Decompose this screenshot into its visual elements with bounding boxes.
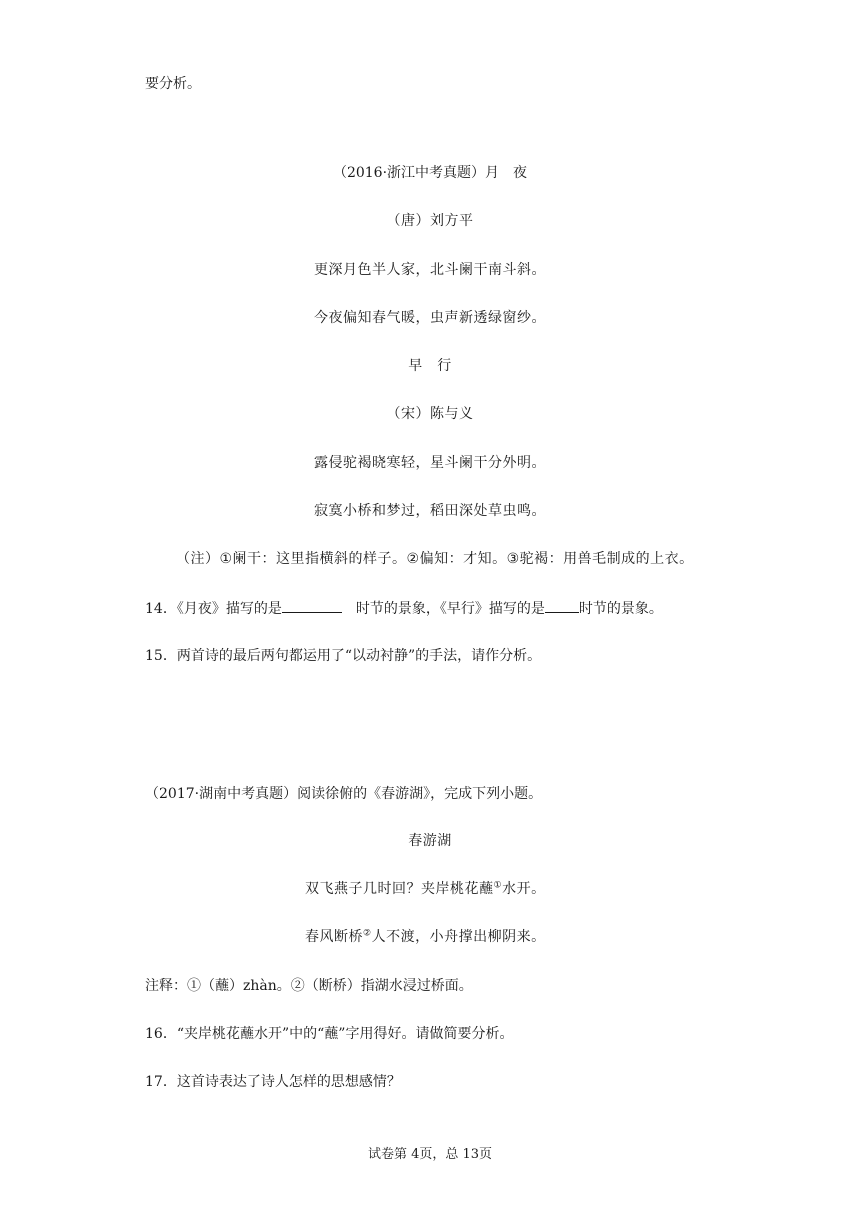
page-footer: 试卷第 4页，总 13页: [367, 1147, 493, 1162]
poem2-line-2: 寂寞小桥和梦过，稻田深处草虫鸣。: [314, 503, 546, 519]
question-15: 15．两首诗的最后两句都运用了“以动衬静”的手法，请作分析。: [145, 648, 542, 664]
q14-text-part2: 时节的景象，《早行》描写的是: [341, 601, 545, 617]
spring-lake-line-2-a: 春风断桥: [305, 929, 363, 945]
spring-lake-line-2-b: 人不渡，小舟撑出柳阴来。: [371, 929, 546, 945]
intro-tail-text: 要分析。: [145, 76, 201, 92]
spring-lake-line-1-a: 双飞燕子几时回？夹岸桃花蘸: [305, 881, 494, 897]
spring-lake-line-1-b: 水开。: [502, 881, 546, 897]
footnote-mark-2: ②: [363, 928, 372, 939]
question-14: [145, 598, 663, 619]
q14-answer-blank-2[interactable]: [545, 598, 579, 613]
spring-lake-title: 春游湖: [408, 833, 452, 849]
poem2-author: （宋）陈与义: [386, 406, 474, 422]
poem-set-2-source: （2017·湖南中考真题）阅读徐俯的《春游湖》，完成下列小题。: [145, 786, 543, 802]
q14-text-part3: 时节的景象。: [578, 601, 663, 617]
poem-set-1-source: （2016·浙江中考真题）月 夜: [332, 165, 528, 181]
poem1-line-1: 更深月色半人家，北斗阑干南斗斜。: [314, 262, 546, 278]
q14-answer-blank-1[interactable]: [282, 598, 342, 613]
poem-set-2-note: 注释：①（蘸）zhàn。②（断桥）指湖水浸过桥面。: [145, 978, 473, 994]
question-16: 16．“夹岸桃花蘸水开”中的“蘸”字用得好。请做简要分析。: [145, 1026, 514, 1042]
poem2-line-1: 露侵驼褐晓寒轻，星斗阑干分外明。: [314, 455, 546, 471]
footnote-mark-1: ①: [493, 880, 503, 891]
spring-lake-line-1: [305, 879, 546, 899]
poem-set-1-note: （注）①阑干：这里指横斜的样子。②偏知：才知。③驼褐：用兽毛制成的上衣。: [176, 551, 694, 567]
poem2-title: 早 行: [408, 358, 452, 374]
question-17: 17．这首诗表达了诗人怎样的思想感情？: [145, 1074, 401, 1090]
poem1-author: （唐）刘方平: [386, 213, 474, 229]
poem1-line-2: 今夜偏知春气暖，虫声新透绿窗纱。: [314, 310, 546, 326]
q14-text-part1: 14．《月夜》描写的是: [145, 601, 282, 617]
spring-lake-line-2: [305, 927, 546, 947]
